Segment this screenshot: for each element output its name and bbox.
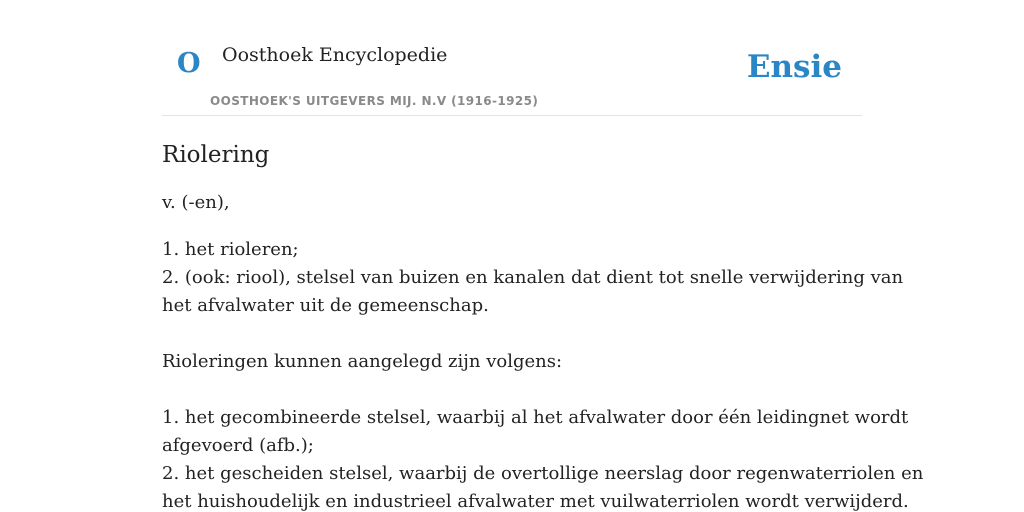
- body-line: 1. het gecombineerde stelsel, waarbij al het afvalwater door één leidingnet wordt: [162, 407, 909, 428]
- encyclopedia-logo[interactable]: O: [177, 48, 201, 79]
- ensie-brand-link[interactable]: Ensie: [746, 49, 842, 85]
- body-line: [162, 320, 862, 348]
- content-container: [162, 0, 924, 512]
- entry-body: [162, 236, 924, 512]
- body-line: 2. (ook: riool), stelsel van buizen en kanalen dat dient tot snelle verwijdering van: [162, 267, 904, 288]
- publisher-subtitle: OOSTHOEK'S UITGEVERS MIJ. N.V (1916-1925): [210, 94, 539, 108]
- body-line: [162, 376, 862, 404]
- body-line: 2. het gescheiden stelsel, waarbij de overtollige neerslag door regenwaterriolen en: [162, 463, 924, 484]
- encyclopedia-title[interactable]: Oosthoek Encyclopedie: [222, 44, 448, 66]
- entry-grammar: v. (-en),: [162, 192, 230, 213]
- article: [162, 138, 924, 512]
- body-line: afgevoerd (afb.);: [162, 435, 314, 456]
- body-line: 1. het rioleren;: [162, 239, 299, 260]
- entry-title: Riolering: [162, 142, 270, 168]
- body-line: het huishoudelijk en industrieel afvalwater met vuilwaterriolen wordt verwijderd.: [162, 491, 909, 512]
- body-line: het afvalwater uit de gemeenschap.: [162, 295, 489, 316]
- body-line: Rioleringen kunnen aangelegd zijn volgens:: [162, 351, 563, 372]
- encyclopedia-header: [162, 0, 862, 116]
